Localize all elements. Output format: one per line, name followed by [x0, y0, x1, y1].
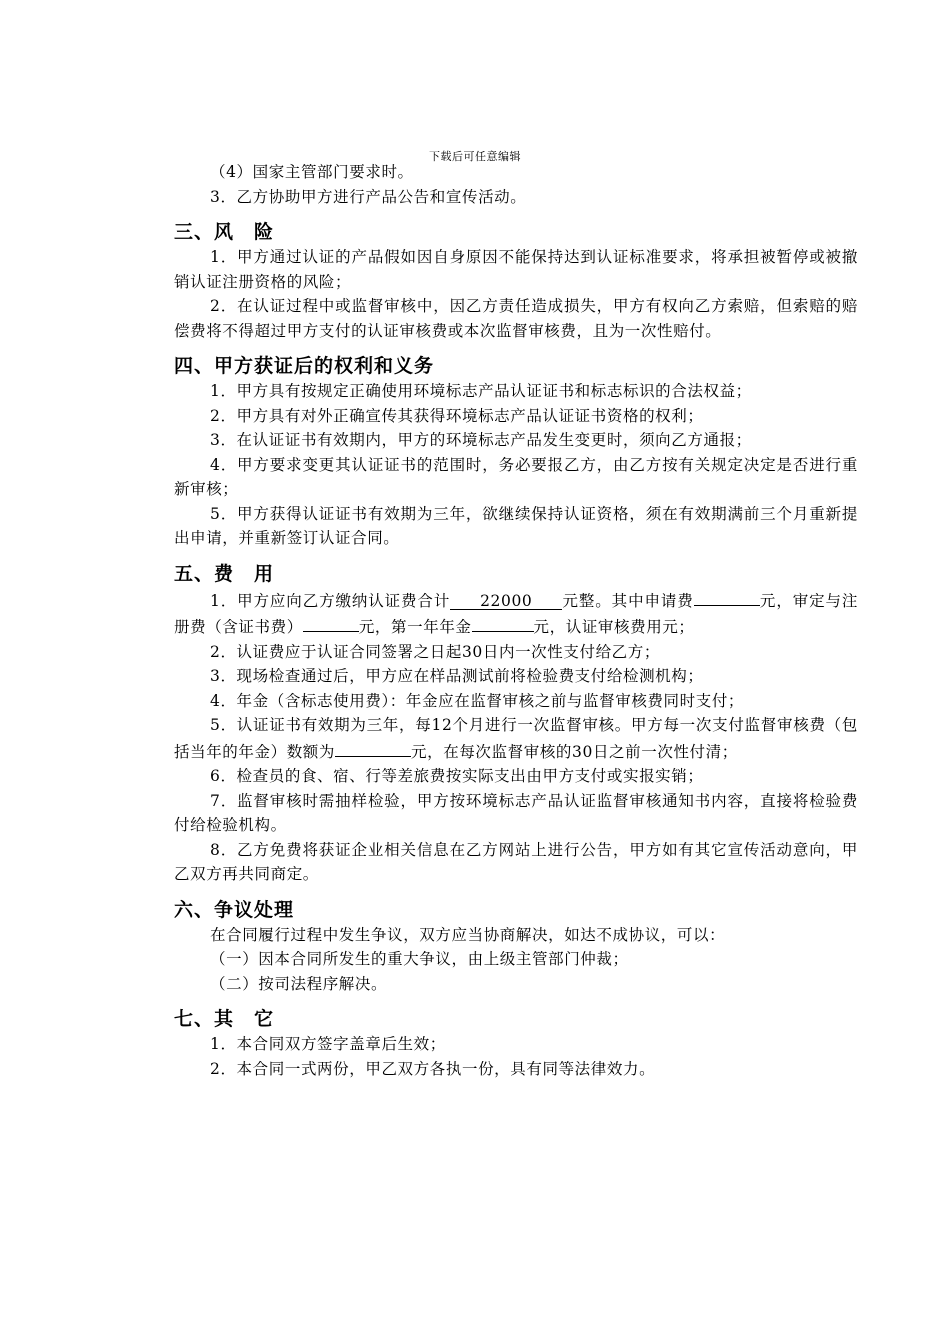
sec5-item-1-text-c: 元，审定与注册费（含证书费） — [174, 591, 858, 636]
sec5-item-1-text-a: 1．甲方应向乙方缴纳认证费合计 — [210, 591, 451, 610]
sec4-item-5: 5．甲方获得认证证书有效期为三年，欲继续保持认证资格，须在有效期满前三个月重新提出申请，并重新签订认证合同。 — [174, 504, 858, 547]
sec5-item-5 — [174, 713, 858, 764]
sec5-item-8: 8．乙方免费将获证企业相关信息在乙方网站上进行公告，甲方如有其它宣传活动意向，甲乙双方再共同商定。 — [174, 840, 858, 883]
sec4-item-1: 1．甲方具有按规定正确使用环境标志产品认证证书和标志标识的合法权益； — [210, 382, 752, 400]
sec5-item-2: 2．认证费应于认证合同签署之日起30日内一次性支付给乙方； — [210, 642, 660, 661]
sec4-item-2: 2．甲方具有对外正确宣传其获得环境标志产品认证证书资格的权利； — [210, 406, 704, 425]
sec6-item-3: （二）按司法程序解决。 — [210, 974, 388, 993]
sec6-item-1: 在合同履行过程中发生争议，双方应当协商解决，如达不成协议，可以： — [210, 925, 726, 944]
sec7-item-2: 2．本合同一式两份，甲乙双方各执一份，具有同等法律效力。 — [210, 1059, 656, 1078]
supervision-fee-blank[interactable] — [335, 738, 411, 757]
document-body — [174, 160, 858, 1081]
sec5-item-1-text-d: 元，第一年年金 — [358, 618, 472, 636]
sec5-item-4: 4．年金（含标志使用费）：年金应在监督审核之前与监督审核费同时支付； — [210, 691, 745, 710]
section-7-title: 七、其 它 — [174, 1008, 275, 1030]
sec5-item-5-text-b: 元，在每次监督审核的30日之前一次性付清； — [411, 742, 738, 761]
fee-total-blank[interactable]: 22000 — [450, 591, 562, 610]
sec5-item-5-text-a: 5．认证证书有效期为三年，每12个月进行一次监督审核。甲方每一次支付监督审核费（包括当年的年金）数额为 — [174, 716, 858, 761]
annual-fee-blank[interactable] — [472, 613, 534, 632]
section-5-title: 五、费 用 — [174, 562, 275, 585]
sec5-item-1-text-b: 元整。其中申请费 — [562, 591, 694, 610]
sec3-item-1: 1．甲方通过认证的产品假如因自身原因不能保持达到认证标准要求，将承担被暂停或被撤销认证注册资格的风险； — [174, 248, 858, 291]
sec5-item-3: 3．现场检查通过后，甲方应在样品测试前将检验费支付给检测机构； — [210, 667, 704, 685]
sec7-item-1: 1．本合同双方签字盖章后生效； — [210, 1035, 446, 1053]
sec6-item-2: （一）因本合同所发生的重大争议，由上级主管部门仲裁； — [210, 950, 629, 968]
sec5-item-1-text-e: 元，认证审核费用元； — [533, 618, 695, 636]
section-3-title: 三、风 险 — [174, 221, 275, 243]
application-fee-blank[interactable] — [694, 587, 760, 606]
sec4-item-3: 3．在认证证书有效期内，甲方的环境标志产品发生变更时，须向乙方通报； — [210, 431, 752, 449]
header-watermark: 下载后可任意编辑 — [429, 150, 521, 163]
intro-line-1: （4）国家主管部门要求时。 — [210, 163, 414, 181]
sec5-item-1 — [174, 587, 858, 640]
sec5-item-7: 7．监督审核时需抽样检验，甲方按环境标志产品认证监督审核通知书内容，直接将检验费付给检验机构。 — [174, 791, 858, 834]
section-4-title: 四、甲方获证后的权利和义务 — [174, 355, 435, 377]
intro-line-2: 3．乙方协助甲方进行产品公告和宣传活动。 — [210, 187, 527, 206]
sec3-item-2: 2．在认证过程中或监督审核中，因乙方责任造成损失，甲方有权向乙方索赔，但索赔的赔偿费将不得超过甲方支付的认证审核费或本次监督审核费，且为一次性赔付。 — [174, 297, 858, 340]
sec4-item-4: 4．甲方要求变更其认证证书的范围时，务必要报乙方，由乙方按有关规定决定是否进行重新审核； — [174, 455, 858, 498]
registration-fee-blank[interactable] — [303, 613, 359, 632]
sec5-item-6: 6．检查员的食、宿、行等差旅费按实际支出由甲方支付或实报实销； — [210, 767, 704, 785]
section-6-title: 六、争议处理 — [174, 898, 295, 921]
